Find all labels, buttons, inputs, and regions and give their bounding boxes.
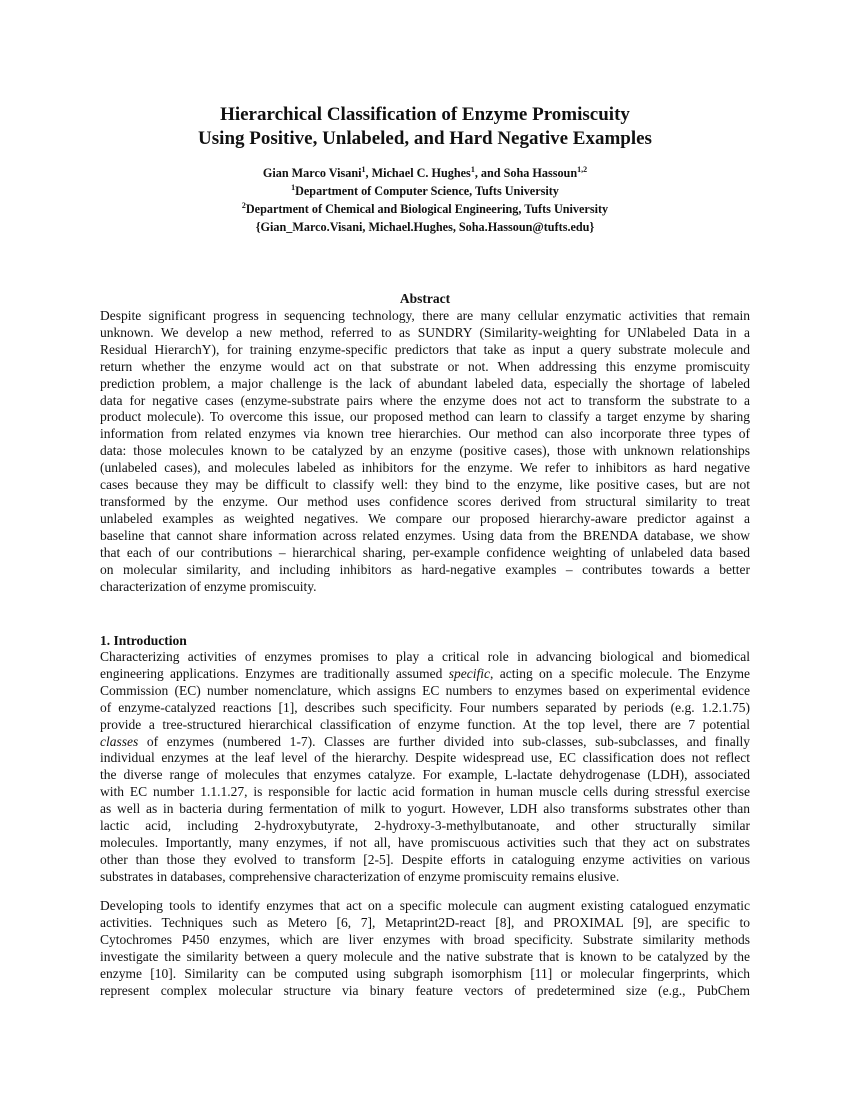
- text-line: Residual HierarchY), for training enzyme-specific predictors that take as input a query substrate molecule and: [100, 341, 750, 357]
- author-block: [100, 164, 750, 236]
- intro-paragraph-2: [100, 898, 750, 999]
- abstract-heading: Abstract: [399, 291, 451, 306]
- affiliation-text: Department of Computer Science, Tufts University: [295, 184, 559, 198]
- text-line: the diverse range of molecules that enzymes catalyze. For example, L-lactate dehydrogenase (LDH), associated: [100, 767, 750, 783]
- affiliation-marker: 1: [470, 164, 475, 174]
- affiliation-marker: 1: [361, 164, 366, 174]
- text-line: baseline that cannot share information across related enzymes. Using data from the BRENDA database, we show: [100, 527, 750, 543]
- text-line: molecules. Importantly, many enzymes, if not all, have promiscuous activities such that they act on substrates: [100, 834, 750, 850]
- text-line: Commission (EC) number nomenclature, which assigns EC numbers to enzymes based on experimental evidence: [100, 682, 750, 698]
- affiliation-text: Department of Chemical and Biological Engineering, Tufts University: [245, 202, 609, 216]
- text-line: that each of our contributions – hierarchical sharing, per-example confidence weighting of unlabeled data based: [100, 544, 750, 560]
- text-line: unlabeled examples as weighted negatives. We compare our proposed hierarchy-aware predictor against a: [100, 510, 750, 526]
- text-line: Cytochromes P450 enzymes, which are liver enzymes with broad specificity. Substrate similarity methods: [100, 931, 750, 947]
- text-line: individual enzymes at the leaf level of the hierarchy. Despite widespread use, EC classification does not reflect: [100, 750, 750, 766]
- text-line: as well as in bacteria during fermentation of milk to yogurt. However, LDH also transforms substrates other than: [100, 801, 750, 817]
- affiliation-marker: 1: [291, 182, 296, 192]
- text-line: (unlabeled cases), and molecules labeled as inhibitors for the enzyme. We refer to inhibitors as hard negative: [100, 460, 750, 476]
- text-line: Despite significant progress in sequencing technology, there are many cellular enzymatic activities that remain: [100, 308, 750, 323]
- author-emails: {Gian_Marco.Visani, Michael.Hughes, Soha.Hassoun@tufts.edu}: [255, 220, 595, 234]
- author-separator: , and: [474, 166, 504, 180]
- text-line: unknown. We develop a new method, referred to as SUNDRY (Similarity-weighting for UNlabeled Data in a: [100, 324, 750, 340]
- text-line: on molecular similarity, and including inhibitors as hard-negative examples – contributes towards a better: [100, 561, 750, 577]
- author-separator: ,: [365, 166, 372, 180]
- text-line: activities. Techniques such as Metero [6, 7], Metaprint2D-react [8], and PROXIMAL [9], are specific to: [100, 914, 750, 930]
- affiliation-line: [100, 200, 750, 218]
- paper-title: [100, 103, 750, 151]
- text-line: substrates in databases, comprehensive characterization of enzyme promiscuity remains elusive.: [100, 868, 620, 884]
- text-line: characterization of enzyme promiscuity.: [100, 578, 317, 594]
- text-line: return whether the enzyme would act on that substrate or not. When addressing this enzyme promiscuity: [100, 358, 750, 374]
- author-names: [100, 164, 750, 182]
- text-run: , acting on a specific molecule. The Enzyme: [490, 665, 750, 681]
- text-line: product molecule). To overcome this issue, our proposed method can learn to classify a target enzyme by sharing: [100, 409, 750, 425]
- text-line: Developing tools to identify enzymes that act on a specific molecule can augment existing catalogued enzymatic: [100, 898, 750, 913]
- abstract-body: [100, 308, 750, 595]
- affiliation-line: [100, 182, 750, 200]
- text-line: investigate the similarity between a query molecule and the native substrate that is known to be catalyzed by the: [100, 948, 750, 964]
- text-line: of enzyme-catalyzed reactions [1], describes such specificity. Four numbers separated by periods (e.g. 1.2.1.75): [100, 699, 750, 715]
- text-line: cases because they may be difficult to classify well: they bind to the enzyme, like positive cases, but are not: [100, 477, 750, 493]
- author-name: Michael C. Hughes: [371, 166, 471, 180]
- intro-paragraph-1: [100, 649, 750, 886]
- affiliation-marker: 1,2: [577, 164, 588, 174]
- text-run: of enzymes (numbered 1-7). Classes are further divided into sub-classes, sub-subclasses, and finally: [138, 733, 750, 749]
- text-line: represent complex molecular structure via binary feature vectors of predetermined size (e.g., PubChem: [100, 982, 750, 998]
- text-line: [100, 666, 750, 683]
- author-name: Soha Hassoun: [503, 166, 578, 180]
- text-line: enzyme [10]. Similarity can be computed using subgraph isomorphism [11] or molecular fingerprints, which: [100, 965, 750, 981]
- text-line: prediction problem, a major challenge is the lack of abundant labeled data, especially the shortage of labeled: [100, 375, 750, 391]
- text-line: provide a tree-structured hierarchical classification of enzyme function. At the top level, there are 7 potential: [100, 716, 750, 732]
- text-line: lactic acid, including 2-hydroxybutyrate, 2-hydroxy-3-methylbutanoate, and other structurally similar: [100, 818, 750, 834]
- affiliation-marker: 2: [241, 200, 246, 210]
- text-line: [100, 734, 750, 751]
- text-line: information from related enzymes via known tree hierarchies. Our method can also incorporate three types of: [100, 426, 750, 442]
- text-line: data: those molecules known to be catalyzed by an enzyme (positive cases), those with unknown relationships: [100, 443, 750, 459]
- title-line: Hierarchical Classification of Enzyme Promiscuity: [220, 104, 630, 125]
- emphasis-text: classes: [100, 733, 139, 749]
- text-run: engineering applications. Enzymes are traditionally assumed: [100, 665, 449, 681]
- text-line: other than those they evolved to transform [2-5]. Despite efforts in cataloguing enzyme activities on various: [100, 851, 750, 867]
- text-line: Characterizing activities of enzymes promises to play a critical role in advancing biological and biomedical: [100, 649, 750, 664]
- text-line: transformed by the enzyme. Our method uses confidence scores derived from structural similarity to treat: [100, 493, 750, 509]
- author-name: Gian Marco Visani: [262, 166, 362, 180]
- section-heading-introduction: 1. Introduction: [100, 633, 187, 648]
- title-line: Using Positive, Unlabeled, and Hard Negative Examples: [198, 128, 652, 149]
- text-line: data for negative cases (enzyme-substrate pairs where the enzyme does not act to transform the substrate to a: [100, 392, 750, 408]
- text-line: with EC number 1.1.1.27, is responsible for lactic acid formation in human muscle cells during stressful exercise: [100, 784, 750, 800]
- emphasis-text: specific: [448, 665, 490, 681]
